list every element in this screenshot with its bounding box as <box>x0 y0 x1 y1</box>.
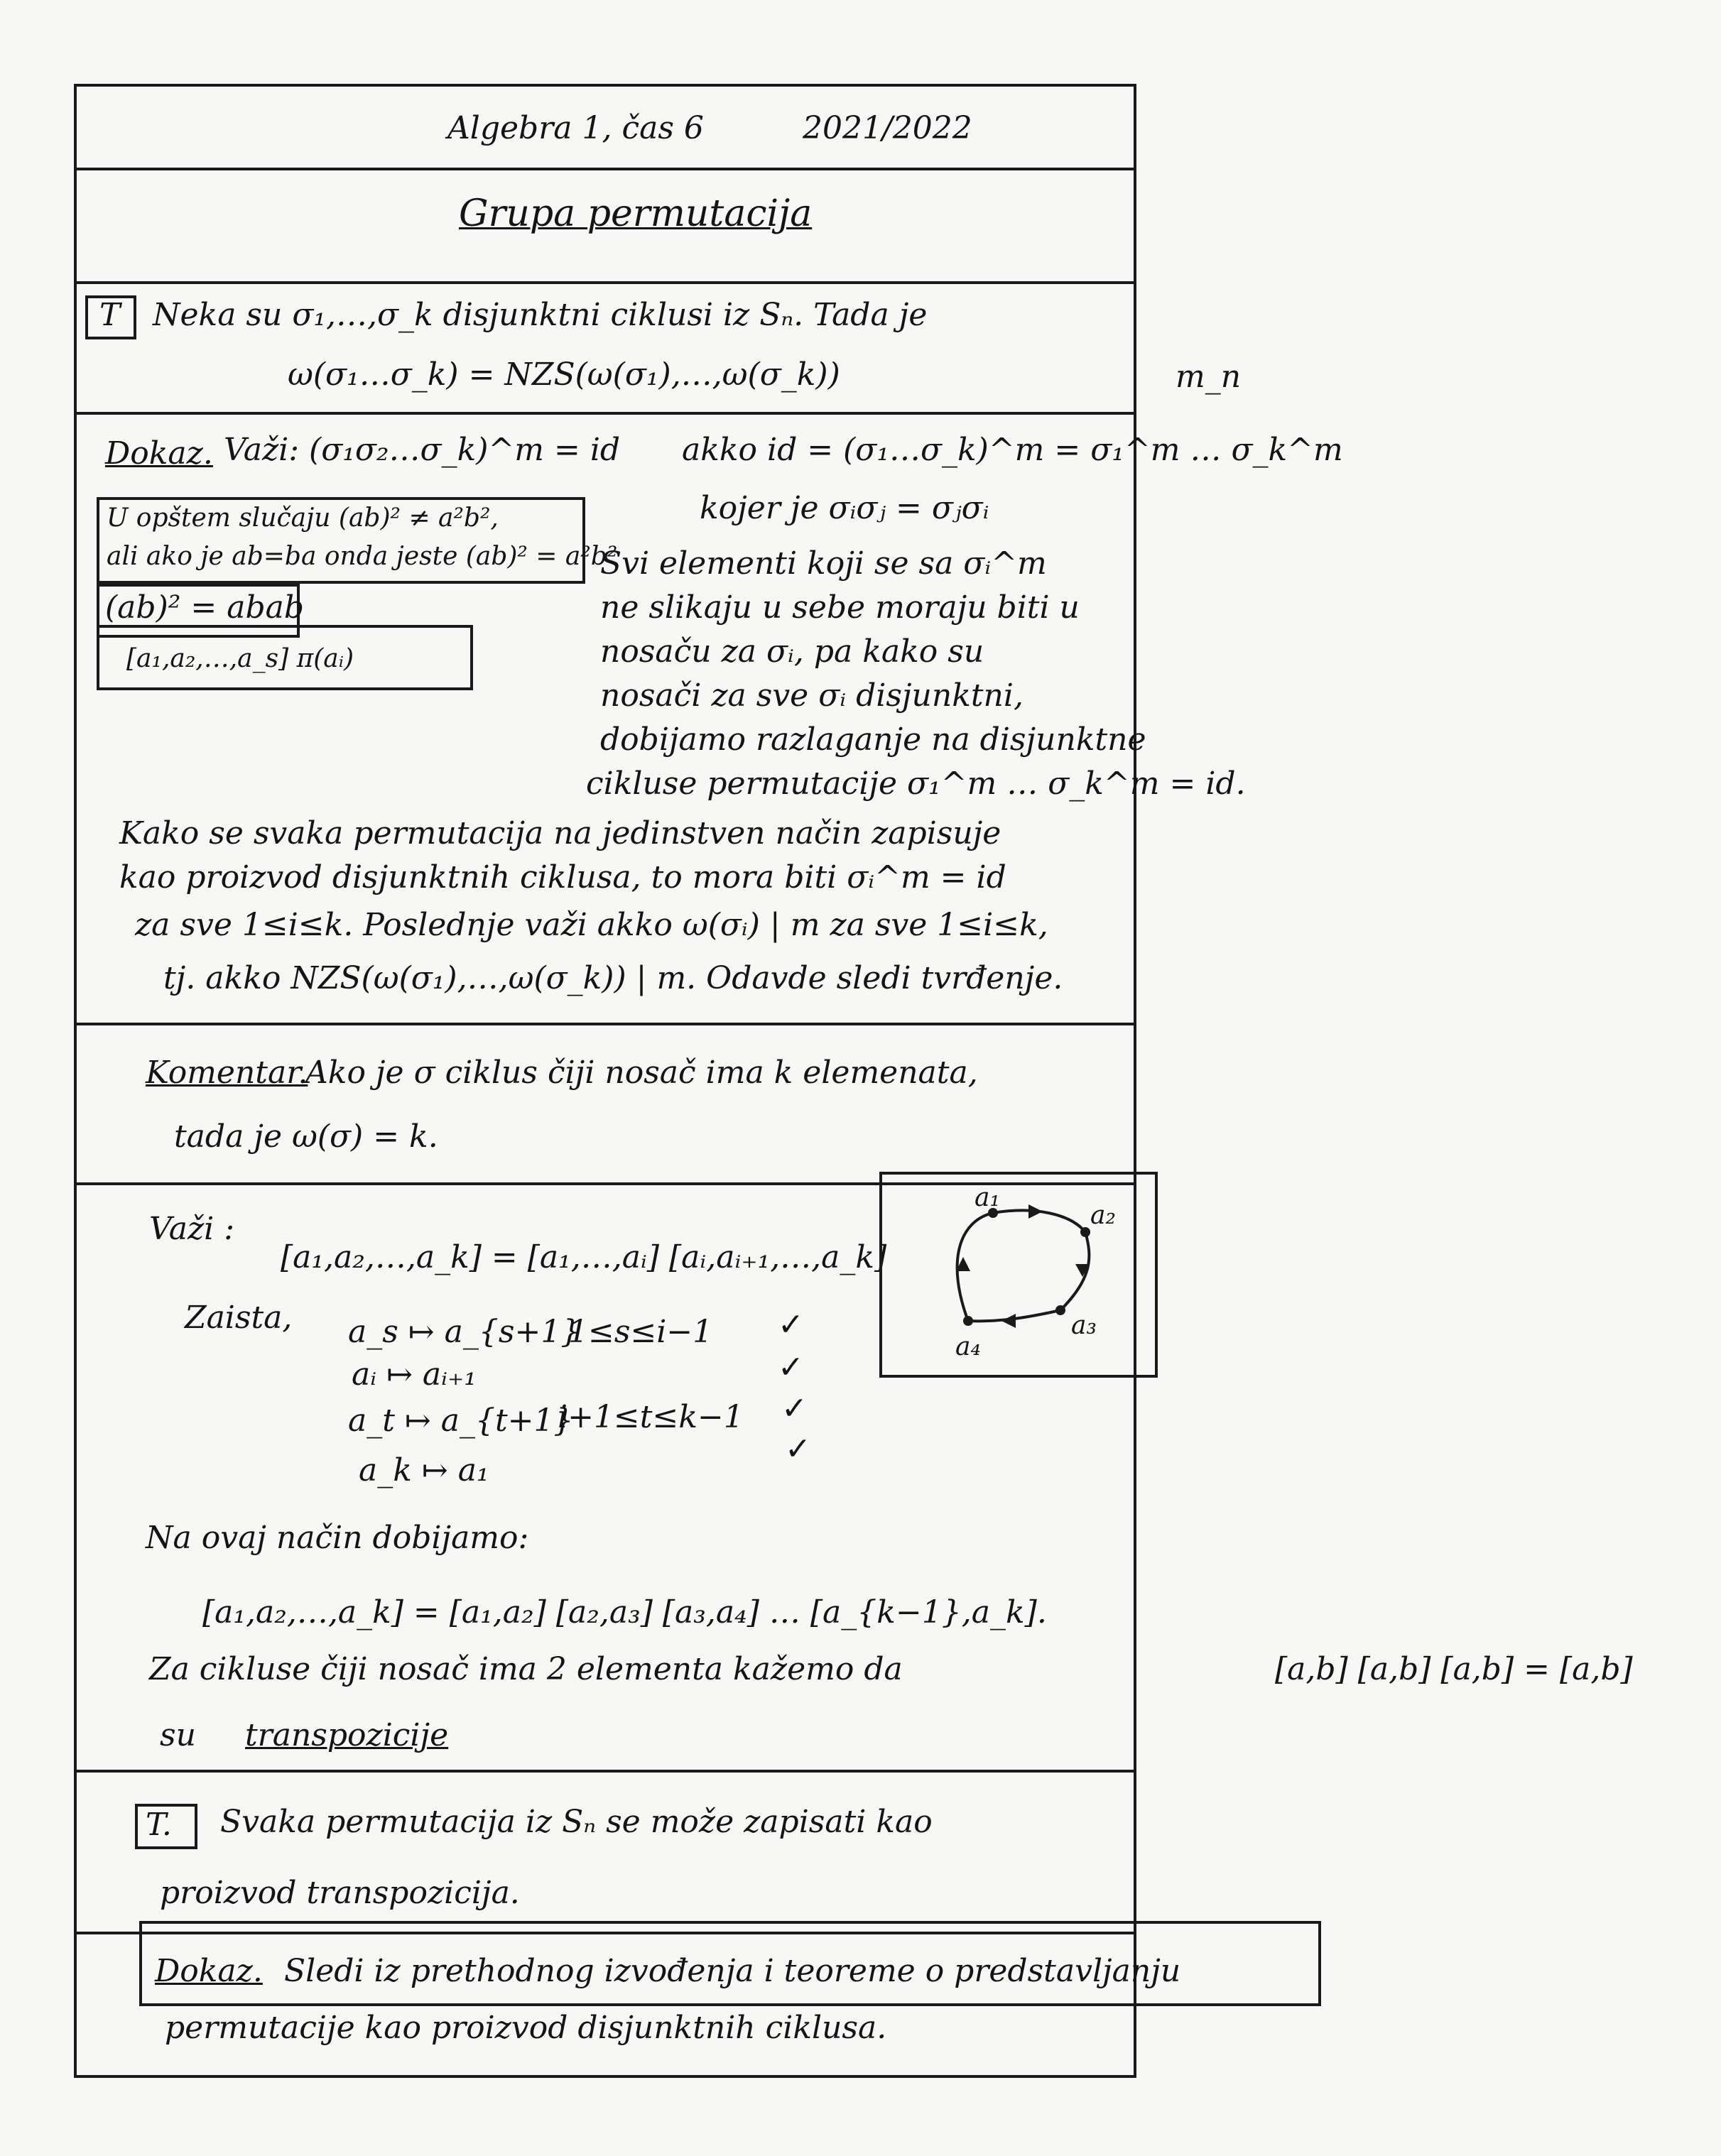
proof-line1b: akko id = (σ₁…σ_k)^m = σ₁^m … σ_k^m <box>682 432 1343 468</box>
proof-divider <box>74 1023 1136 1025</box>
proof-body-3: za sve 1≤i≤k. Poslednje važi akko ω(σᵢ) | m za sve 1≤i≤k, <box>135 907 1048 943</box>
proof-body-4: tj. akko NZS(ω(σ₁),…,ω(σ_k)) | m. Odavde sledi tvrđenje. <box>163 960 1063 996</box>
theorem2-marker-label: T. <box>146 1807 172 1843</box>
proof-line2: kojer je σᵢσⱼ = σⱼσᵢ <box>700 490 989 526</box>
check-icon: ✓ <box>778 1307 804 1343</box>
proof-right-4: nosači za sve σᵢ disjunktni, <box>600 677 1024 714</box>
theorem-marker-label: T <box>99 297 121 333</box>
title-divider <box>74 281 1136 284</box>
side-note: m_n <box>1176 359 1242 395</box>
proof-line1: Važi: (σ₁σ₂…σ_k)^m = id <box>224 432 621 468</box>
proof-right-3: nosaču za σᵢ, pa kako su <box>600 633 984 670</box>
note-line1: U opštem slučaju (ab)² ≠ a²b², <box>107 503 499 533</box>
note-line3: (ab)² = abab <box>105 589 305 626</box>
proof-body-1: Kako se svaka permutacija na jedinstven način zapisuje <box>119 815 1001 851</box>
proof-body-2: kao proizvod disjunktnih ciklusa, to mora biti σᵢ^m = id <box>119 859 1006 895</box>
note-line4: [a₁,a₂,…,a_s] π(aᵢ) <box>126 644 354 673</box>
check-icon: ✓ <box>785 1431 811 1467</box>
vazi-divider <box>74 1770 1136 1773</box>
proof2-label: Dokaz. <box>155 1953 263 1989</box>
transpozicije-term: transpozicije <box>245 1717 449 1753</box>
side-formula: [a,b] [a,b] [a,b] = [a,b] <box>1275 1651 1633 1687</box>
map-row-3: a_t ↦ a_{t+1} <box>348 1403 574 1439</box>
zaista-label: Zaista, <box>185 1300 293 1336</box>
map-row-2: aᵢ ↦ aᵢ₊₁ <box>352 1356 477 1393</box>
note-line2: ali ako je ab=ba onda jeste (ab)² = a²b² <box>107 542 618 571</box>
za-cikluse-line1: Za cikluse čiji nosač ima 2 elementa kažemo da <box>149 1651 903 1687</box>
proof2-line1: Sledi iz prethodnog izvođenja i teoreme o predstavljanju <box>284 1953 1181 1989</box>
check-icon: ✓ <box>778 1349 804 1385</box>
check-icon: ✓ <box>781 1390 808 1427</box>
theorem-divider <box>74 412 1136 415</box>
vazi-formula: [a₁,a₂,…,a_k] = [a₁,…,aᵢ] [aᵢ,aᵢ₊₁,…,a_k] <box>281 1239 887 1275</box>
comment-line1: Ako je σ ciklus čiji nosač ima k elemenata, <box>305 1055 978 1091</box>
na-ovaj-nacin: Na ovaj način dobijamo: <box>146 1520 529 1556</box>
proof-right-6: cikluse permutacije σ₁^m … σ_k^m = id. <box>586 766 1246 802</box>
za-cikluse-su: su <box>160 1717 196 1753</box>
comment-line2: tada je ω(σ) = k. <box>174 1118 438 1155</box>
map-row-1: a_s ↦ a_{s+1} <box>348 1314 581 1350</box>
diagram-a4: a₄ <box>955 1332 981 1361</box>
header-course: Algebra 1, čas 6 <box>447 110 704 146</box>
header-divider <box>74 168 1136 170</box>
map-cond-1: 1≤s≤i−1 <box>568 1314 713 1350</box>
comment-label: Komentar. <box>146 1055 308 1091</box>
header-year: 2021/2022 <box>803 110 972 146</box>
theorem2-line1: Svaka permutacija iz Sₙ se može zapisati kao <box>220 1804 933 1840</box>
transposition-formula: [a₁,a₂,…,a_k] = [a₁,a₂] [a₂,a₃] [a₃,a₄] … [a_{k−1},a_k]. <box>202 1594 1047 1630</box>
proof-right-5: dobijamo razlaganje na disjunktne <box>600 722 1146 758</box>
diagram-a1: a₁ <box>974 1183 1000 1212</box>
proof-right-2: ne slikaju u sebe moraju biti u <box>600 589 1080 626</box>
vazi-label: Važi : <box>149 1211 235 1247</box>
page-title: Grupa permutacija <box>459 192 813 235</box>
map-row-4: a_k ↦ a₁ <box>359 1452 489 1488</box>
map-cond-3: i+1≤t≤k−1 <box>558 1399 744 1435</box>
proof-label: Dokaz. <box>105 435 213 472</box>
cycle-diagram-drawing <box>879 1172 1158 1378</box>
theorem-statement: Neka su σ₁,…,σ_k disjunktni ciklusi iz Sₙ. Tada je <box>153 297 928 333</box>
diagram-a2: a₂ <box>1090 1201 1116 1230</box>
theorem-formula: ω(σ₁…σ_k) = NZS(ω(σ₁),…,ω(σ_k)) <box>288 356 840 393</box>
diagram-a3: a₃ <box>1071 1311 1097 1340</box>
proof2-line2: permutacije kao proizvod disjunktnih ciklusa. <box>165 2010 887 2046</box>
theorem2-line2: proizvod transpozicija. <box>160 1875 520 1911</box>
proof-right-1: Svi elementi koji se sa σᵢ^m <box>600 545 1047 582</box>
